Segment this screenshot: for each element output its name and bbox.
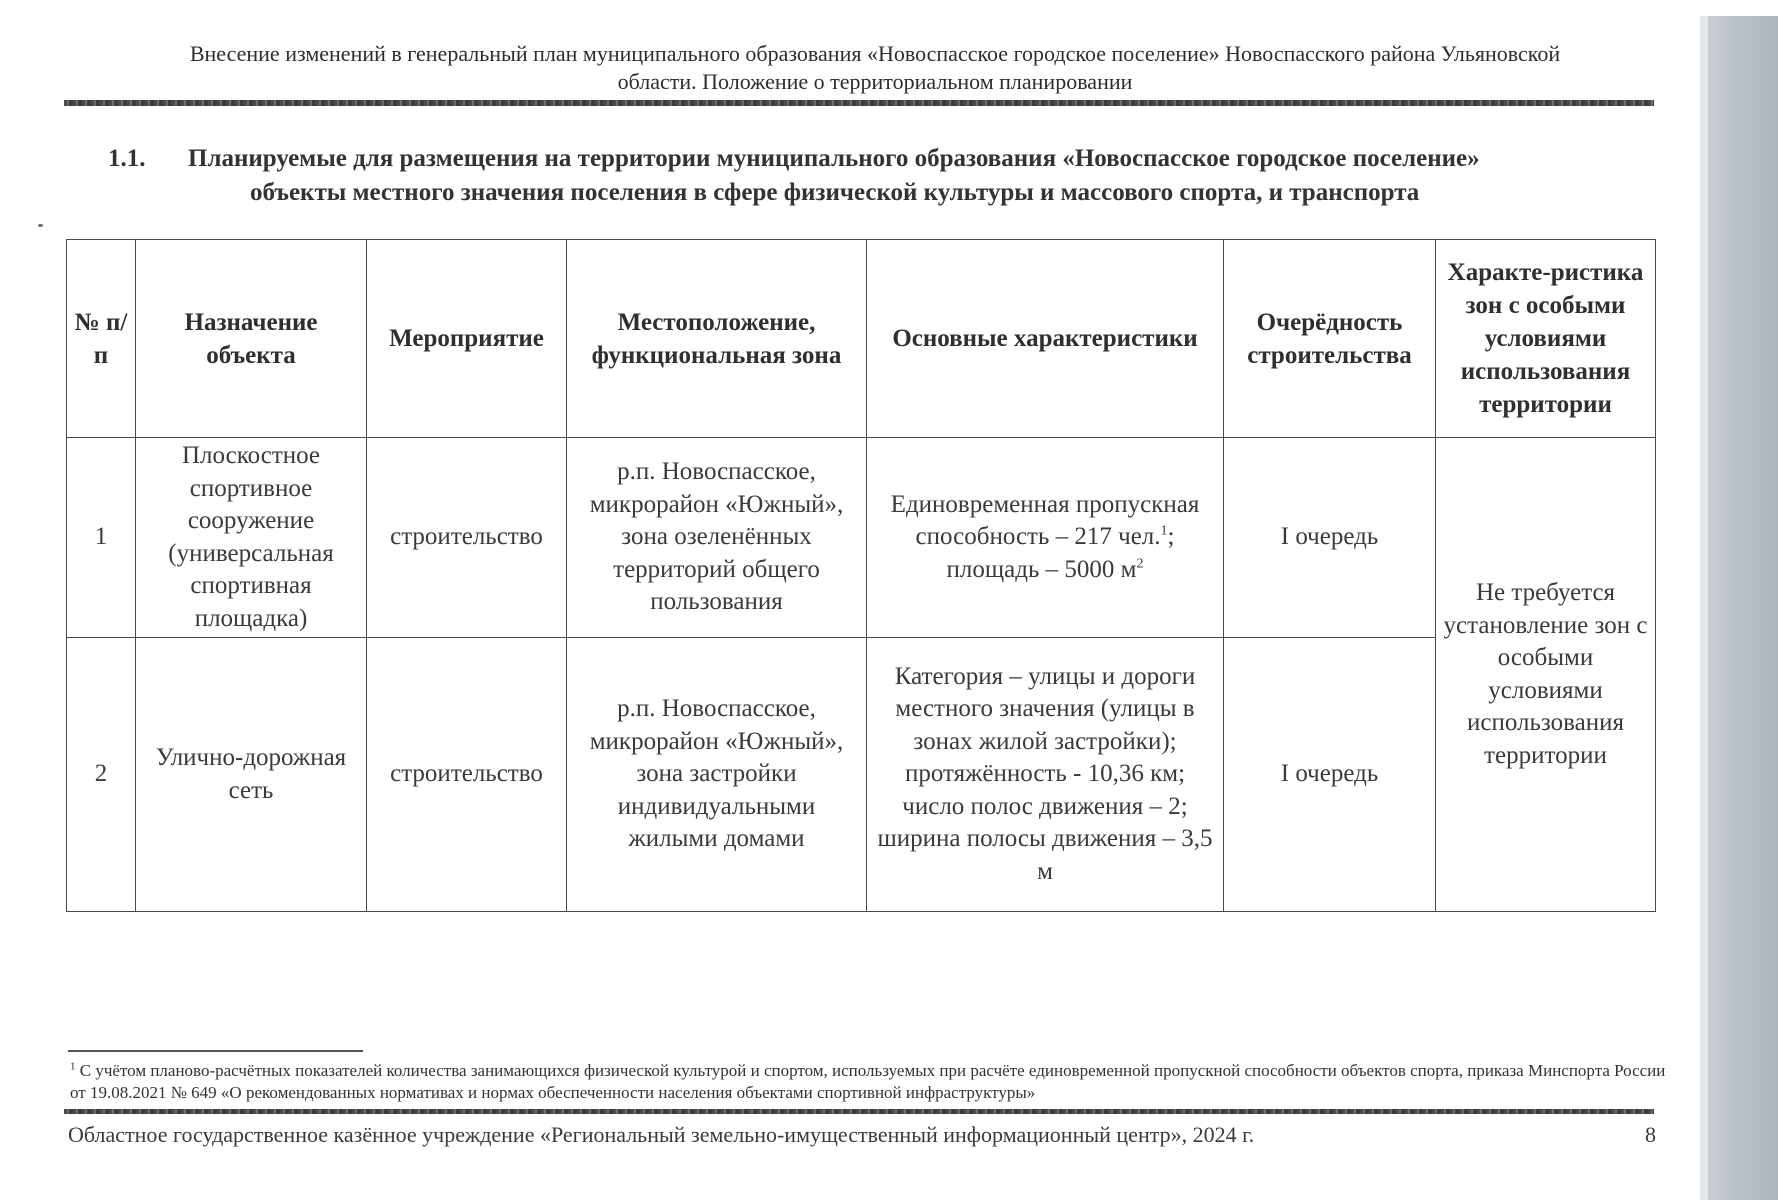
table-row [67,638,1656,912]
header-line-1: Внесение изменений в генеральный план муниципального образования «Новоспасское городское поселение» Новоспасского района Ульяновской [189,41,1561,66]
cell-event: строительство [367,638,567,912]
page-footer [68,1121,1656,1149]
header-divider [64,100,1654,106]
scan-background-strip [1708,16,1778,1200]
scan-speck [38,224,43,227]
page-header [60,40,1690,96]
cell-purpose: Плоскостное спортивное сооружение (универсальная спортивная площадка) [136,438,367,638]
table-header-row [67,240,1656,438]
objects-table [66,239,1656,912]
characteristics-text-1: Единовременная пропускная способность – 217 чел. [890,490,1200,551]
footnote-mark: 1 [70,1060,76,1073]
cell-order: I очередь [1224,438,1436,638]
cell-characteristics [867,438,1224,638]
header-location: Местоположение, функциональная зона [567,240,867,438]
header-number: № п/п [67,240,136,438]
footnote [70,1060,1670,1104]
characteristics-text-2: ; площадь – 5000 м [946,523,1175,583]
header-zones: Характе-ристика зон с особыми условиями использования территории [1436,240,1656,438]
cell-number: 1 [67,438,136,638]
footnote-ref: 1 [1160,523,1168,539]
header-event: Мероприятие [367,240,567,438]
header-purpose: Назначение объекта [136,240,367,438]
superscript-two: 2 [1136,556,1144,572]
cell-zones-merged: Не требуется установление зон с особыми условиями использования территории [1436,438,1656,912]
cell-location: р.п. Новоспасское, микрорайон «Южный», зона застройки индивидуальными жилыми домами [567,638,867,912]
cell-order: I очередь [1224,638,1436,912]
cell-event: строительство [367,438,567,638]
header-order: Очерёдность строительства [1224,240,1436,438]
cell-characteristics: Категория – улицы и дороги местного значения (улицы в зонах жилой застройки); протяжённость - 10,36 км; число полос движения – 2; ширина полосы движения – 3,5 м [867,638,1224,912]
page-number: 8 [1645,1122,1656,1147]
footer-divider [64,1109,1654,1114]
cell-location: р.п. Новоспасское, микрорайон «Южный», зона озеленённых территорий общего пользования [567,438,867,638]
section-title-line-2: объекты местного значения поселения в сфере физической культуры и массового спорта, и транспорта [250,179,1420,206]
table-row [67,438,1656,638]
scan-edge [1700,16,1708,1200]
section-title [100,142,1660,210]
section-title-line-1: Планируемые для размещения на территории муниципального образования «Новоспасское городское поселение» [188,145,1480,172]
header-characteristics: Основные характеристики [867,240,1224,438]
footnote-separator [68,1050,363,1052]
header-line-2: области. Положение о территориальном планировании [617,69,1133,94]
cell-number: 2 [67,638,136,912]
section-number: 1.1. [108,145,146,172]
footnote-text: С учётом планово-расчётных показателей количества занимающихся физической культурой и спортом, используемых при расчёте единовременной пропускной способности объектов спорта, приказа Минспорта России от 19.08.2021 № 649 «О рекомендованных нормативах и нормах обеспеченности населения объектами спортивной инфраструктуры» [70,1061,1666,1102]
footer-organization: Областное государственное казённое учреждение «Региональный земельно-имущественный информационный центр», 2024 г. [68,1122,1255,1147]
cell-purpose: Улично-дорожная сеть [136,638,367,912]
